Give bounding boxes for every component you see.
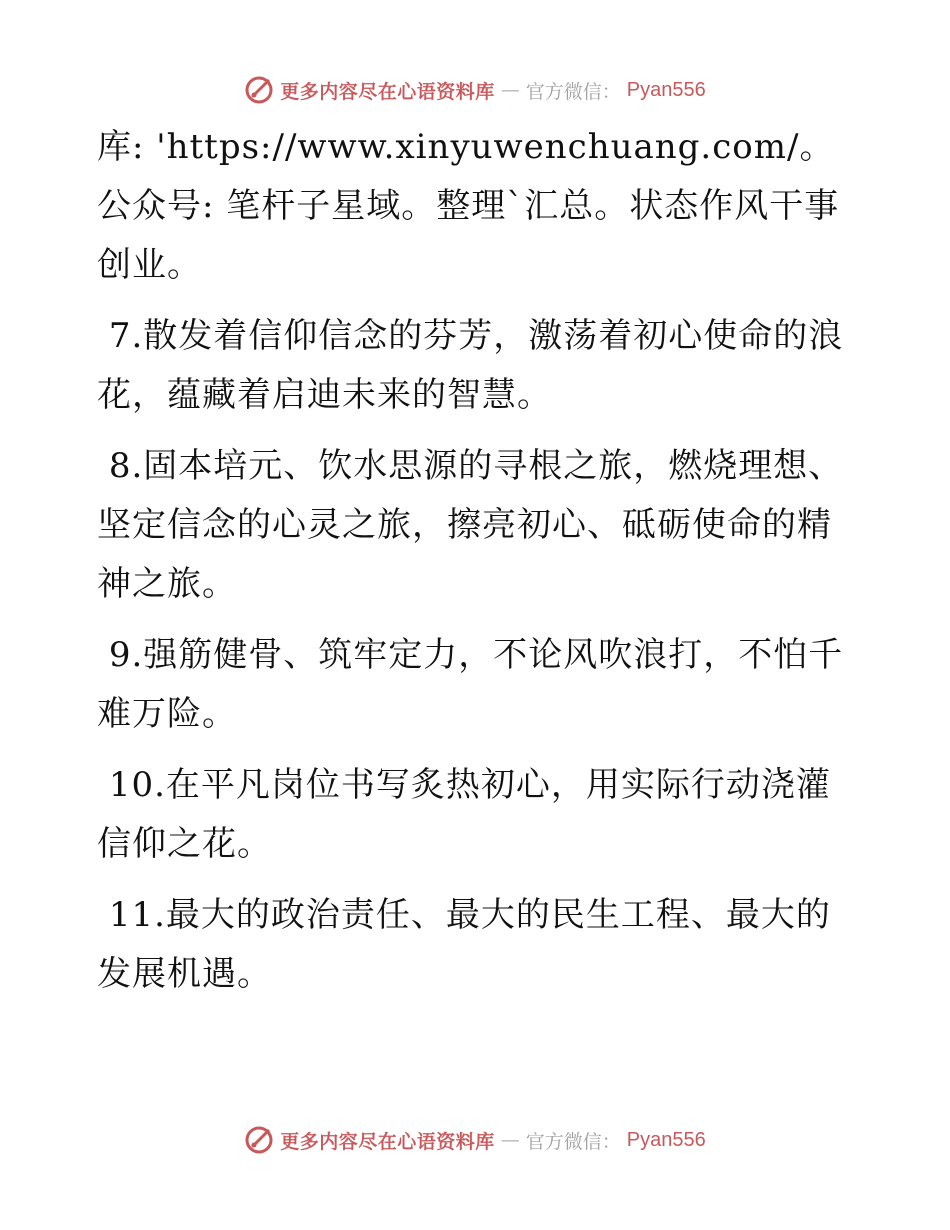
paragraph: 库: 'https://www.xinyuwenchuang.com/。公众号: 笔杆子星域。整理`汇总。状态作风干事创业。 bbox=[97, 127, 840, 285]
contact-label: 官方微信： bbox=[525, 80, 621, 103]
brush-logo-icon bbox=[244, 75, 274, 105]
paragraph: 11.最大的政治责任、最大的民生工程、最大的发展机遇。 bbox=[97, 895, 831, 994]
contact-id: Pyan556 bbox=[626, 78, 706, 101]
contact-id: Pyan556 bbox=[626, 1128, 706, 1151]
banner-separator: — bbox=[500, 1129, 520, 1151]
contact-label: 官方微信： bbox=[525, 1130, 621, 1153]
brush-logo-icon bbox=[244, 1125, 274, 1155]
paragraph: 10.在平凡岗位书写炙热初心，用实际行动浇灌信仰之花。 bbox=[97, 765, 831, 864]
footer-banner bbox=[0, 1120, 950, 1160]
banner-text: 更多内容尽在心语资料库 bbox=[280, 1130, 495, 1153]
banner-text: 更多内容尽在心语资料库 bbox=[280, 80, 495, 103]
paragraph: 7.散发着信仰信念的芬芳，激荡着初心使命的浪花，蕴藏着启迪未来的智慧。 bbox=[97, 316, 844, 415]
header-banner bbox=[0, 70, 950, 110]
document-body bbox=[97, 118, 857, 1016]
banner-separator: — bbox=[500, 79, 520, 101]
paragraph: 8.固本培元、饮水思源的寻根之旅，燃烧理想、坚定信念的心灵之旅，擦亮初心、砥砺使命的精神之旅。 bbox=[97, 446, 844, 604]
paragraph: 9.强筋健骨、筑牢定力，不论风吹浪打，不怕千难万险。 bbox=[97, 635, 844, 734]
